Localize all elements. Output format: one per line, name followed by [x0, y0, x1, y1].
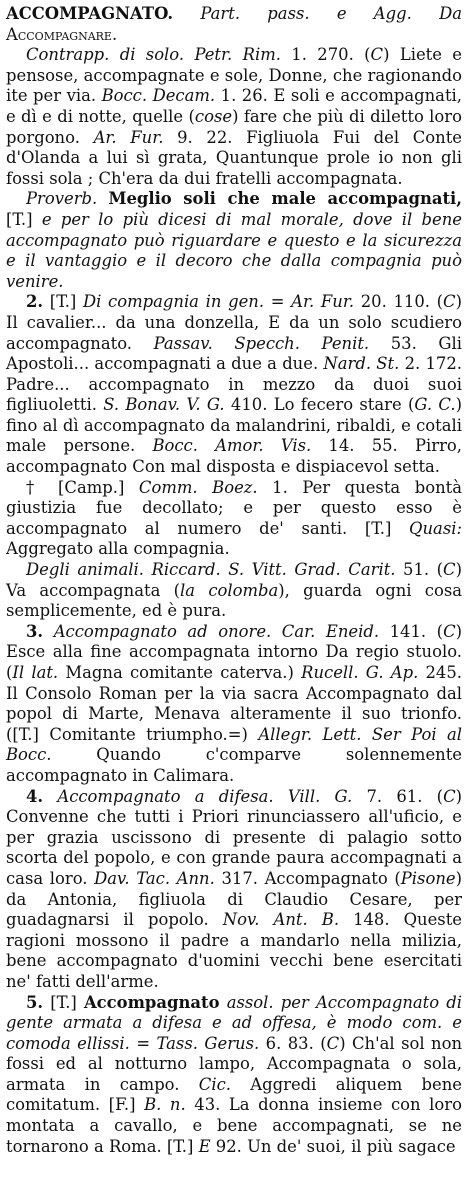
- text-run: ) fare che più di diletto loro porgono.: [6, 106, 462, 147]
- italic-text: la colomba: [180, 580, 279, 600]
- text-run: Quando c'comparve solennemente accompagnato in Calimara.: [6, 745, 462, 785]
- text-run: 14. 55. Pirro, accompagnato Con mal disposta e dispiacevol setta.: [6, 436, 462, 477]
- italic-text: C: [443, 560, 456, 580]
- text-run: 43. La donna insieme con loro montata a cavallo, e bene accompagnati, se ne tornarono a Roma. [T.]: [6, 1095, 462, 1156]
- text-run: [412, 4, 439, 23]
- text-run: 317. Accompagnato (: [214, 868, 401, 888]
- italic-text: Rucell. G. Ap.: [301, 663, 419, 682]
- italic-text: Part. pass. e Agg.: [200, 4, 412, 23]
- text-run: ), guarda ogni cosa semplicemente, ed è pura.: [6, 580, 462, 621]
- text-run: ) da Antonia, figliuola di Claudio Cesare, per guadagnarsi il popolo.: [6, 868, 462, 930]
- text-run: 1. Per questa bontà giustizia fue decollato; e per questo esso è accompagnato al numero de' santi. [T.]: [6, 477, 462, 538]
- text-run: ) Ch'al sol non fossi ed al notturno lampo, Accompagnata o sola, armata in campo.: [6, 1033, 463, 1094]
- text-run: ) Esce alla fine accompagnata intorno Da regio stuolo. (: [6, 621, 463, 682]
- text-run: =: [129, 1033, 157, 1053]
- text-run: Aggredi aliquem bene comitatum. [F.]: [6, 1074, 462, 1115]
- italic-text: Accompagnato a difesa. Vill. G.: [57, 786, 353, 806]
- bold-text: ACCOMPAGNATO.: [6, 4, 174, 23]
- italic-text: C: [443, 292, 456, 312]
- entry-paragraph: [6, 45, 462, 189]
- italic-text: Accompagnato ad onore. Car. Eneid.: [53, 621, 380, 641]
- italic-text: Tass. Gerus.: [156, 1033, 260, 1053]
- italic-text: Pisone: [400, 868, 456, 888]
- italic-text: S. Bonav. V. G.: [103, 395, 225, 415]
- italic-text: Ar. Fur.: [93, 127, 164, 147]
- entry-paragraph: [6, 292, 462, 477]
- entry-paragraph: [6, 993, 462, 1158]
- italic-text: B. n.: [144, 1095, 186, 1115]
- text-run: Aggregato alla compagnia.: [6, 539, 230, 559]
- italic-text: assol. per Accompagnato di gente armata a difesa e ad offesa, è modo com. e comoda ellissi.: [6, 992, 462, 1053]
- bold-text: 5.: [26, 992, 44, 1012]
- italic-text: E: [198, 1136, 211, 1156]
- entry-headword-line: [6, 4, 462, 45]
- bold-text: 2.: [26, 292, 44, 312]
- text-run: 6. 83. (: [259, 1033, 327, 1053]
- text-run: Magna comitante caterva.): [58, 663, 302, 682]
- italic-text: Bocc. Amor. Vis.: [152, 436, 312, 456]
- italic-text: cose: [194, 106, 233, 126]
- italic-text: Nard. St.: [323, 354, 400, 374]
- italic-text: Allegr. Lett. Ser Poi al Bocc.: [6, 724, 463, 765]
- text-run: 51. (: [395, 560, 444, 580]
- italic-text: Passav. Specch. Penit.: [153, 333, 370, 353]
- text-run: [T.]: [6, 209, 42, 229]
- entry-paragraph: [6, 787, 462, 993]
- text-run: [173, 4, 200, 23]
- italic-text: Bocc. Decam.: [101, 86, 216, 106]
- text-run: † [Camp.]: [26, 477, 139, 497]
- bold-text: Accompagnato: [83, 992, 220, 1012]
- italic-text: C: [443, 621, 456, 641]
- italic-text: Ar. Fur.: [291, 292, 355, 312]
- text-run: 141. (: [379, 621, 444, 641]
- italic-text: Di compagnia in gen.: [82, 292, 265, 312]
- text-run: 1. 26. E soli e accompagnati, e dì e di notte, quelle (: [6, 86, 462, 126]
- italic-text: Contrapp. di solo. Petr. Rim.: [26, 45, 281, 65]
- text-run: ) Convenne che tutti i Priori rinunciassero all'uficio, e per grazia uscissono di presente di palagio sotto scorta del popolo, e con grande paura accompagnati a casa loro.: [6, 786, 463, 888]
- text-run: 20. 110. (: [354, 292, 444, 312]
- text-run: ) fino al dì accompagnato da malandrini, ribaldi, e cotali male persone.: [6, 395, 462, 456]
- italic-text: C: [326, 1033, 340, 1053]
- text-run: 7. 61. (: [352, 786, 444, 806]
- entry-paragraph: [6, 560, 462, 622]
- italic-text: Il lat.: [12, 663, 59, 682]
- italic-text: Degli animali. Riccard. S. Vitt. Grad. Carit.: [26, 560, 396, 580]
- italic-text: C: [443, 786, 456, 806]
- text-run: [T.]: [43, 992, 84, 1012]
- text-run: 53. Gli Apostoli... accompagnati a due a due.: [6, 333, 462, 374]
- text-run: 245. Il Consolo Roman per la via sacra Accompagnato dal popol di Marte, Menava alteramente il suo trionfo. ([T.] Comitante triumpho.=): [6, 663, 462, 744]
- text-run: [97, 189, 108, 208]
- text-run: 92. Un de' suoi, il più sagace: [210, 1136, 456, 1156]
- bold-text: Meglio soli che male accompagnati,: [108, 189, 462, 209]
- bold-text: 4.: [26, 786, 44, 806]
- text-run: =: [264, 292, 292, 312]
- italic-text: Quasi:: [409, 518, 462, 538]
- entry-paragraph: [6, 478, 462, 560]
- text-run: ) Liete e pensose, accompagnate e sole, Donne, che ragionando ite per via.: [6, 45, 462, 106]
- italic-text: C: [370, 45, 384, 65]
- italic-text: Cic.: [198, 1074, 231, 1094]
- text-run: [43, 622, 54, 641]
- italic-text: Dav. Tac. Ann.: [94, 868, 215, 888]
- entry-paragraph: [6, 622, 462, 787]
- italic-text: G. C.: [414, 395, 456, 415]
- text-run: 9. 22. Figliuola Fui del Conte d'Olanda a lui sì grata, Quantunque prole io non gli fossi sola ; Ch'era da dui fratelli accompagnata.: [6, 127, 462, 188]
- italic-text: Proverb.: [26, 189, 98, 209]
- italic-text: Nov. Ant. B.: [222, 910, 340, 930]
- text-run: 2. 172. Padre... accompagnato in mezzo da duoi suoi figliuoletti.: [6, 354, 462, 415]
- entry-paragraph: [6, 189, 462, 292]
- text-run: ) Va accompagnata (: [6, 560, 462, 600]
- text-run: [T.]: [43, 292, 83, 312]
- text-run: 410. Lo fecero stare (: [224, 395, 415, 415]
- italic-text: Comm. Boez.: [138, 477, 258, 497]
- text-run: [220, 993, 227, 1012]
- text-run: 148. Queste ragioni mossono il padre a mandarlo nella milizia, bene accompagnato d'uomini vecchi bene esercitati ne' fatti dell'arme.: [6, 910, 462, 991]
- italic-text: Da: [439, 4, 462, 23]
- bold-text: 3.: [26, 621, 44, 641]
- text-run: [43, 787, 57, 806]
- text-run: ) Il cavalier... da una donzella, E da un solo scudiero accompagnato.: [6, 292, 462, 353]
- italic-text: e per lo più dicesi di mal morale, dove il bene accompagnato può riguardare e questo e la sicurezza e il vantaggio e il decoro che dalla compagnia può venire.: [6, 209, 462, 291]
- small-caps-text: Accompagnare.: [6, 24, 118, 44]
- text-run: 1. 270. (: [280, 45, 371, 65]
